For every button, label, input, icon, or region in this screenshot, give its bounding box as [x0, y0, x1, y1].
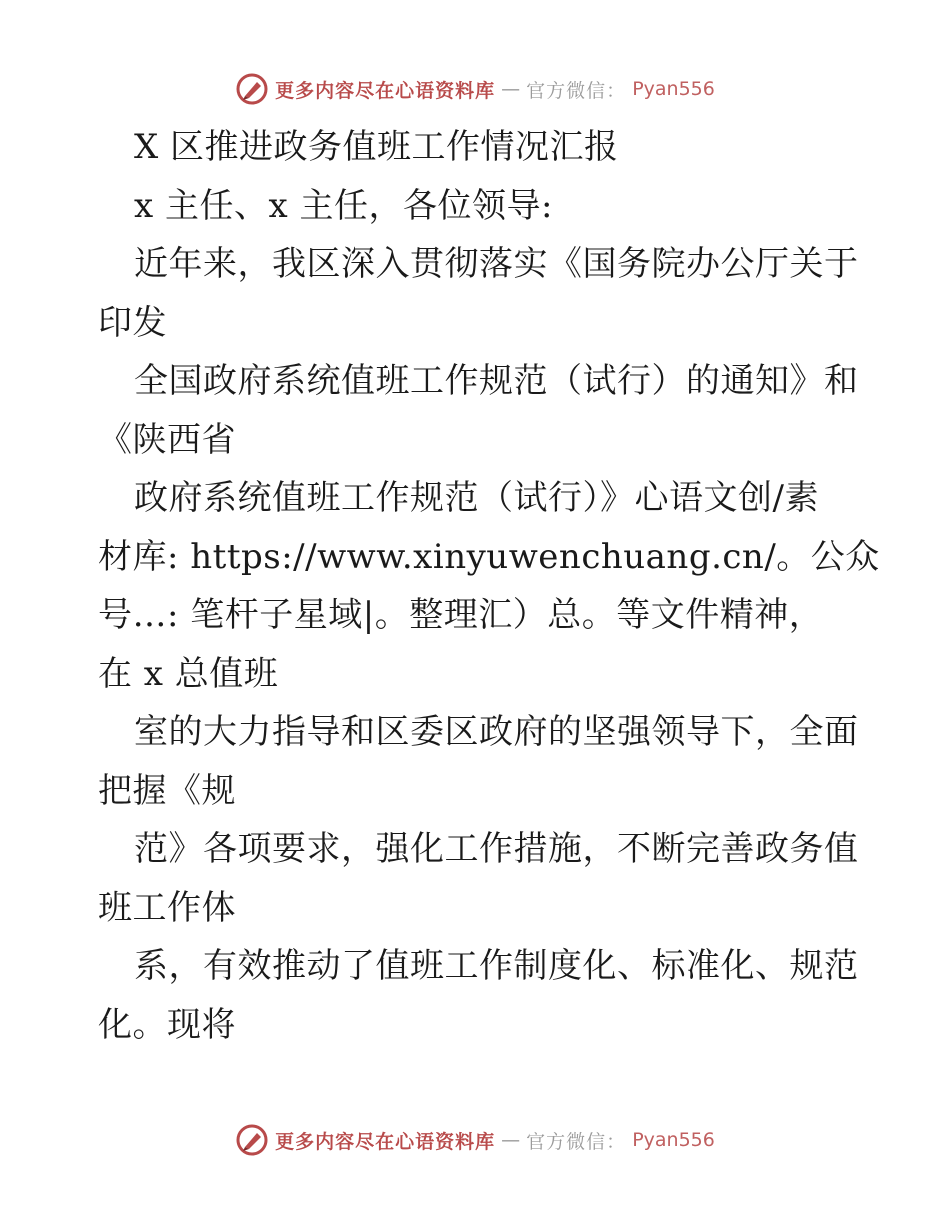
body-line: 号…: 笔杆子星域|。整理汇）总。等文件精神，: [98, 595, 824, 635]
body-line: 政府系统值班工作规范（试行）》心语文创/素: [134, 478, 819, 518]
body-line: 《陕西省: [98, 419, 236, 460]
salutation: x 主任、x 主任，各位领导:: [134, 185, 553, 226]
banner-wechat-label: 官方微信：: [526, 79, 627, 102]
banner-wechat-id: Pyan556: [632, 1129, 715, 1151]
header-banner: [0, 72, 950, 106]
footer-banner: [0, 1123, 950, 1157]
body-line: 在 x 总值班: [98, 653, 279, 694]
banner-wechat-id: Pyan556: [632, 78, 715, 100]
pen-nib-logo-icon: [235, 1123, 269, 1157]
banner-separator: —: [501, 78, 521, 100]
body-line: 系，有效推动了值班工作制度化、标准化、规范: [134, 946, 859, 986]
body-line: 材库: https://www.xinyuwenchuang.cn/。公众: [98, 536, 880, 577]
pen-nib-logo-icon: [235, 72, 269, 106]
banner-title: 更多内容尽在心语资料库: [275, 1130, 496, 1153]
body-line: 班工作体: [98, 887, 236, 928]
body-line: 化。现将: [98, 1004, 236, 1045]
body-line: 室的大力指导和区委区政府的坚强领导下，全面: [134, 712, 859, 752]
body-line: 全国政府系统值班工作规范（试行）的通知》和: [134, 361, 859, 401]
body-line: 近年来，我区深入贯彻落实《国务院办公厅关于: [134, 244, 859, 284]
body-line: 把握《规: [98, 770, 236, 811]
banner-wechat-label: 官方微信：: [526, 1130, 627, 1153]
body-line: 范》各项要求，强化工作措施，不断完善政务值: [134, 829, 859, 869]
body-line: 印发: [98, 302, 167, 343]
document-title: X 区推进政务值班工作情况汇报: [134, 127, 619, 167]
banner-title: 更多内容尽在心语资料库: [275, 79, 496, 102]
document-body: [98, 118, 880, 1054]
banner-separator: —: [501, 1129, 521, 1151]
